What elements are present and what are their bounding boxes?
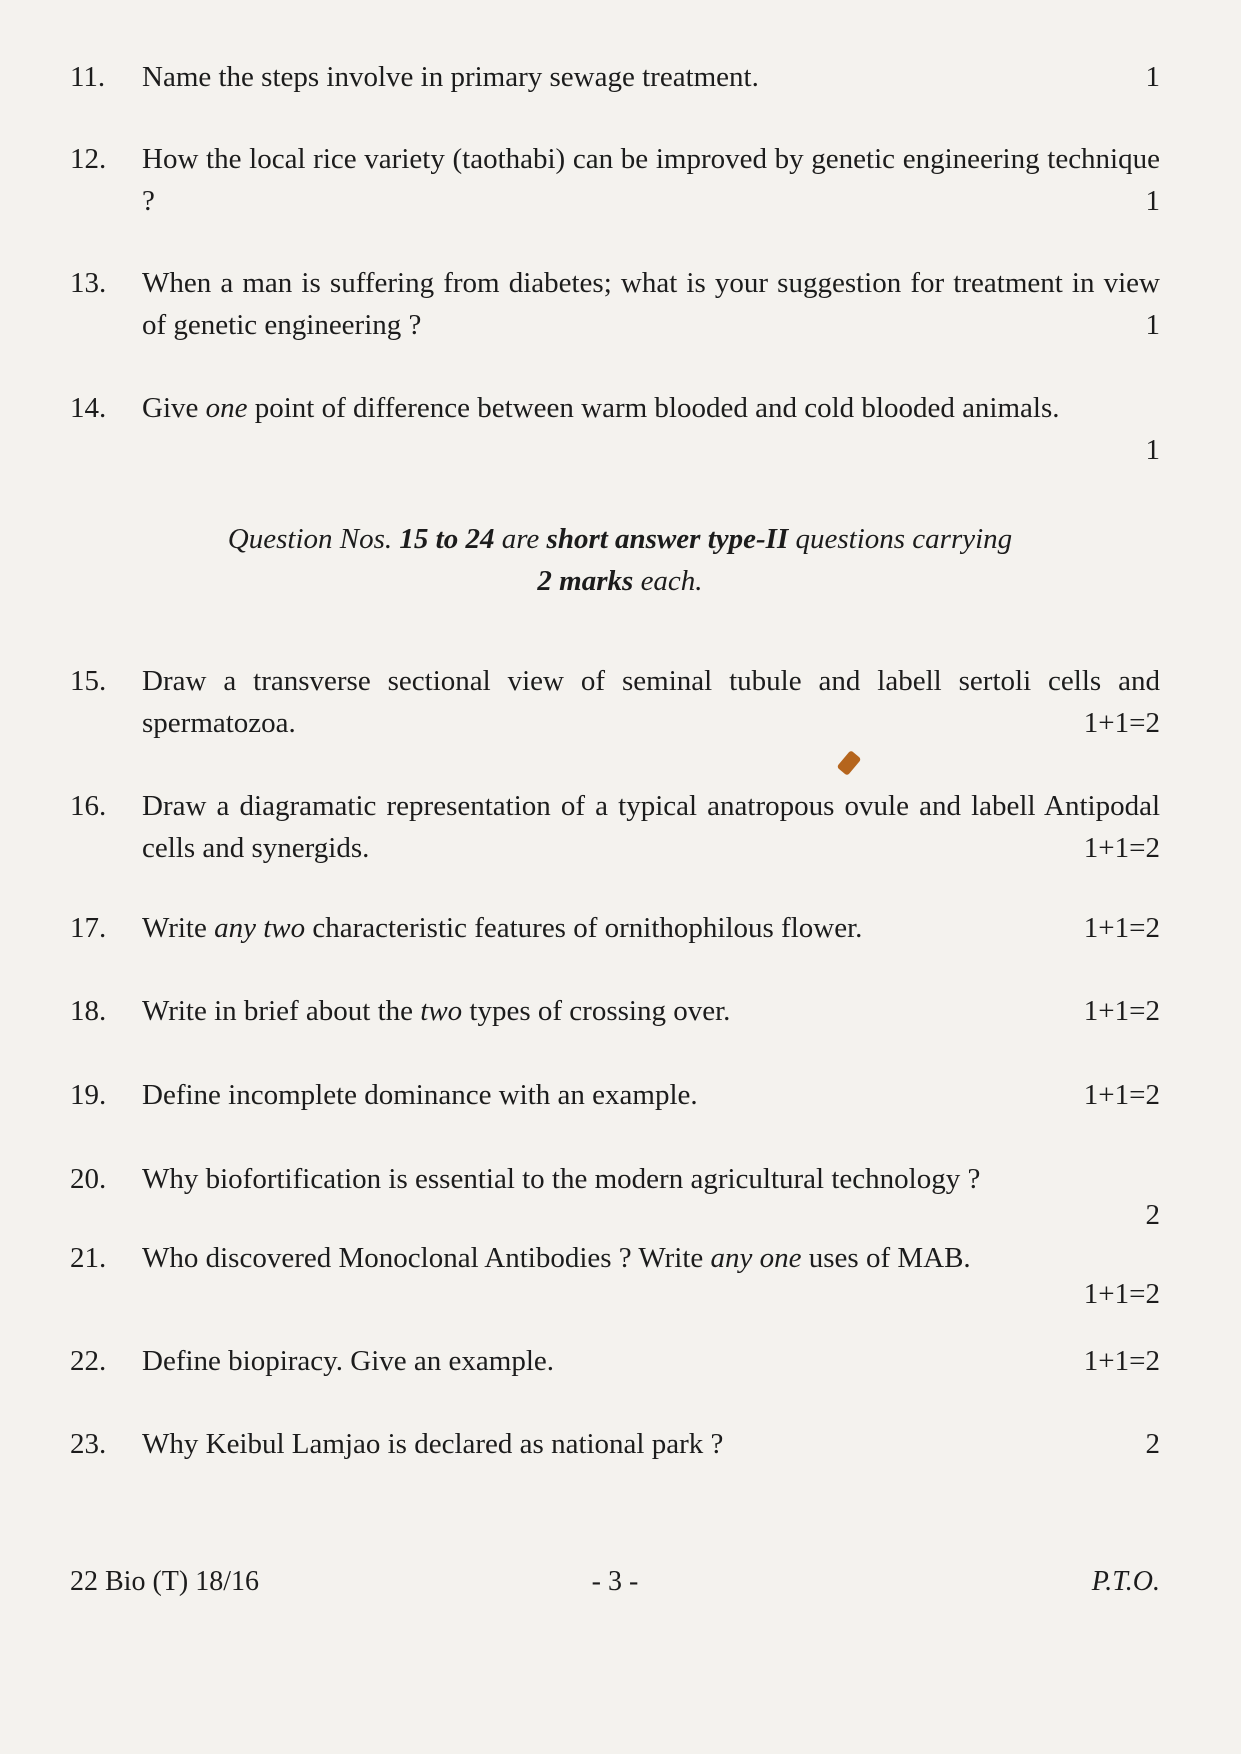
question-number: 19. — [70, 1079, 107, 1111]
section-instruction: Question Nos. 15 to 24 are short answer type-II questions carrying 2 marks each. — [227, 523, 1013, 597]
question-marks: 1+1=2 — [1083, 1079, 1160, 1111]
question-number: 21. — [70, 1242, 107, 1274]
question-marks: 1+1=2 — [1083, 1278, 1160, 1310]
question-number: 22. — [70, 1345, 107, 1377]
question-text: When a man is suffering from diabetes; what is your suggestion for treatment in view of genetic engineering ? — [142, 267, 1160, 341]
question-number: 14. — [70, 392, 107, 424]
pto-label: P.T.O. — [1091, 1566, 1160, 1597]
page-number: - 3 - — [591, 1566, 639, 1597]
question-number: 16. — [70, 790, 107, 822]
question-marks: 2 — [1145, 1199, 1160, 1231]
question-number: 17. — [70, 912, 107, 944]
question-number: 18. — [70, 995, 107, 1027]
question-marks: 1+1=2 — [1083, 1345, 1160, 1377]
question-text: Write in brief about the two types of crossing over. — [142, 995, 731, 1027]
question-text: Write any two characteristic features of ornithophilous flower. — [142, 912, 863, 944]
question-marks: 1+1=2 — [1083, 832, 1160, 864]
paper-code: 22 Bio (T) 18/16 — [70, 1566, 259, 1597]
question-text: Draw a diagramatic representation of a typical anatropous ovule and labell Antipodal cells and synergids. — [142, 790, 1160, 864]
question-text: Define biopiracy. Give an example. — [142, 1345, 555, 1377]
question-marks: 1+1=2 — [1083, 995, 1160, 1027]
question-number: 15. — [70, 665, 107, 697]
question-text: Give one point of difference between warm blooded and cold blooded animals. — [142, 392, 1060, 424]
question-text: Why biofortification is essential to the modern agricultural technology ? — [142, 1163, 981, 1195]
question-marks: 1 — [1145, 434, 1160, 466]
question-marks: 1 — [1145, 309, 1160, 341]
question-number: 13. — [70, 267, 107, 299]
question-number: 11. — [70, 61, 106, 93]
question-marks: 1 — [1145, 61, 1160, 93]
question-number: 12. — [70, 143, 107, 175]
question-marks: 1+1=2 — [1083, 912, 1160, 944]
ink-smudge — [837, 750, 862, 776]
question-number: 20. — [70, 1163, 107, 1195]
question-number: 23. — [70, 1428, 107, 1460]
question-text: Draw a transverse sectional view of seminal tubule and labell sertoli cells and spermatozoa. — [142, 665, 1160, 739]
question-text: How the local rice variety (taothabi) can be improved by genetic engineering technique ? — [142, 143, 1160, 217]
question-marks: 1 — [1145, 185, 1160, 217]
question-marks: 2 — [1145, 1428, 1160, 1460]
question-marks: 1+1=2 — [1083, 707, 1160, 739]
question-text: Define incomplete dominance with an example. — [142, 1079, 698, 1111]
question-text: Name the steps involve in primary sewage treatment. — [142, 61, 759, 93]
question-text: Who discovered Monoclonal Antibodies ? Write any one uses of MAB. — [142, 1242, 971, 1274]
question-text: Why Keibul Lamjao is declared as national park ? — [142, 1428, 724, 1460]
